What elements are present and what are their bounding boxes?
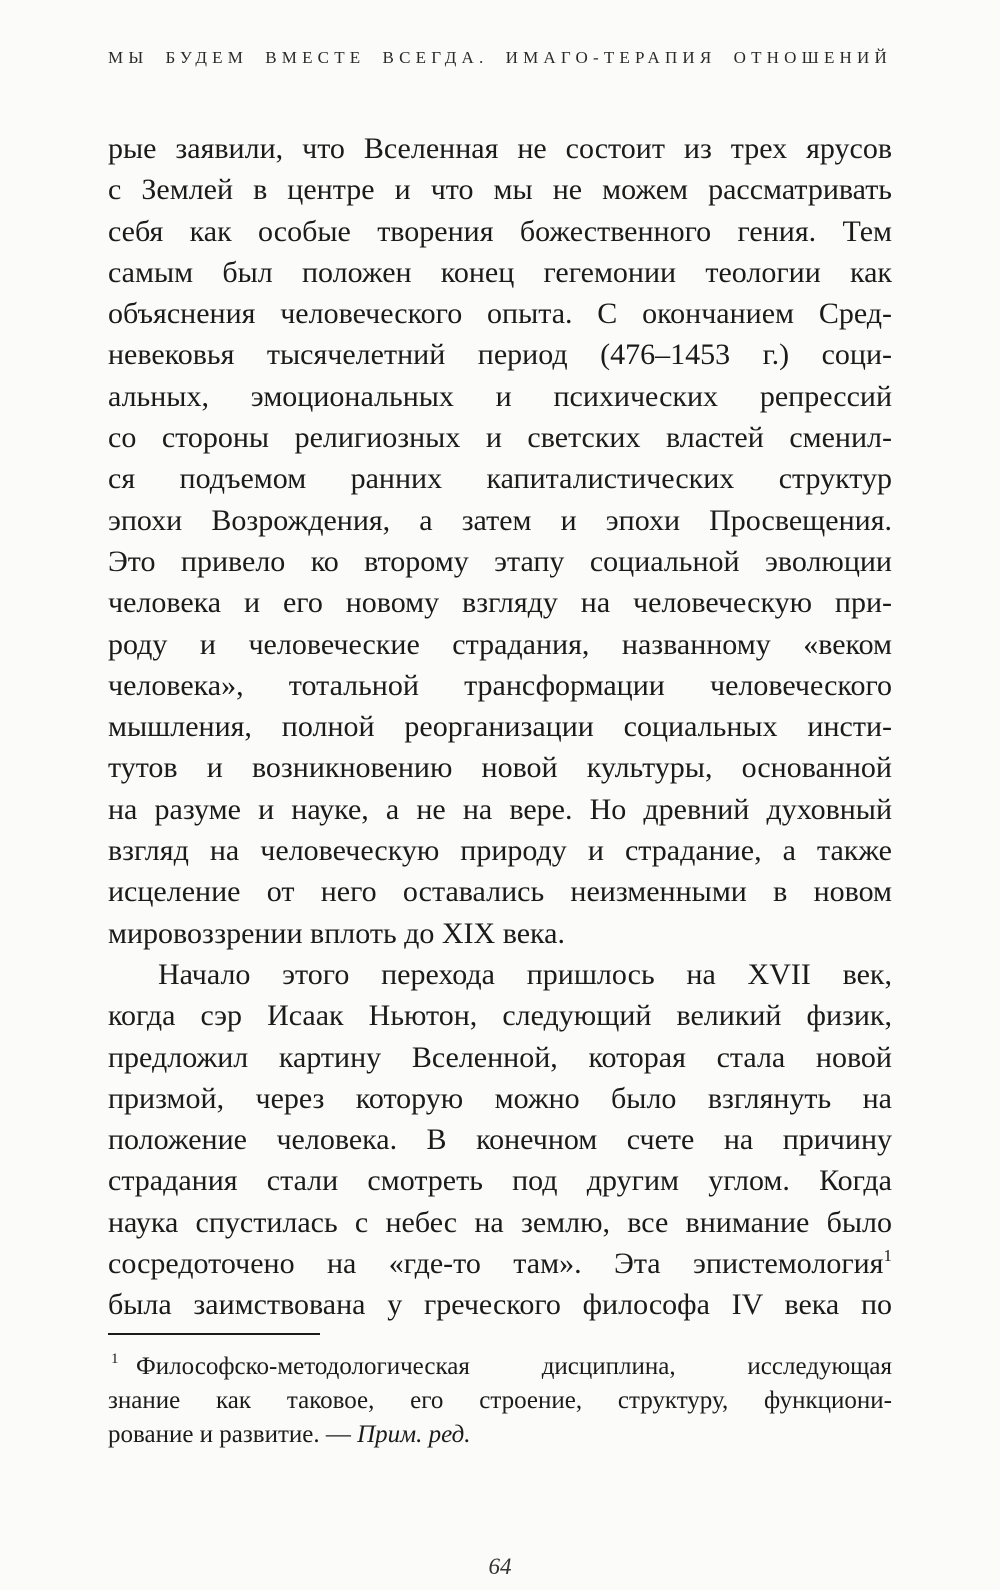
- text-line: предложил картину Вселенной, которая стала новой: [108, 1040, 892, 1074]
- text-line: со стороны религиозных и светских властей сменил-: [108, 421, 892, 455]
- editor-note: Прим. ред.: [357, 1421, 471, 1448]
- text-line: самым был положен конец гегемонии теологии как: [108, 255, 892, 289]
- text-line: на разуме и науке, а не на вере. Но древний духовный: [108, 792, 892, 826]
- footnote-line-text: рование и развитие. —: [108, 1421, 358, 1448]
- text-line: положение человека. В конечном счете на причину: [108, 1123, 892, 1157]
- footnote-marker: 1: [111, 1351, 119, 1367]
- text-line: с Землей в центре и что мы не можем рассматривать: [108, 173, 892, 207]
- text-line: была заимствована у греческого философа IV века по: [108, 1288, 892, 1322]
- footnote-line-text: Философско-методологическая дисциплина, исследующая: [136, 1353, 892, 1380]
- paragraph: [108, 954, 892, 1326]
- text-line: наука спустилась с небес на землю, все внимание было: [108, 1205, 892, 1239]
- text-line: когда сэр Исаак Ньютон, следующий великий физик,: [108, 999, 892, 1033]
- footnote-reference[interactable]: 1: [883, 1246, 892, 1266]
- footnote-divider: [108, 1333, 320, 1335]
- text-line: человека и его новому взгляду на человеческую при-: [108, 586, 892, 620]
- footnote-line: [108, 1350, 892, 1384]
- text-line: страдания стали смотреть под другим углом. Когда: [108, 1164, 892, 1198]
- text-line: объяснения человеческого опыта. С окончанием Сред-: [108, 297, 892, 331]
- text-line: тутов и возникновению новой культуры, основанной: [108, 751, 892, 785]
- text-line-content: сосредоточено на «где-то там». Эта эпистемология: [108, 1247, 884, 1281]
- text-line: альных, эмоциональных и психических репрессий: [108, 379, 892, 413]
- text-line: человека», тотальной трансформации человеческого: [108, 668, 892, 702]
- text-line: исцеление от него оставались неизменными в новом: [108, 875, 892, 909]
- text-line: роду и человеческие страдания, названному «веком: [108, 627, 892, 661]
- page-number: 64: [488, 1554, 512, 1579]
- text-line: мышления, полной реорганизации социальных инсти-: [108, 710, 892, 744]
- text-line: призмой, через которую можно было взглянуть на: [108, 1081, 892, 1115]
- text-line: невековья тысячелетний период (476–1453 г.) соци-: [108, 338, 892, 372]
- text-line: [108, 1243, 892, 1284]
- text-line: эпохи Возрождения, а затем и эпохи Просвещения.: [108, 503, 892, 537]
- text-line: Начало этого перехода пришлось на XVII век,: [158, 957, 892, 991]
- text-line: рые заявили, что Вселенная не состоит из трех ярусов: [108, 132, 892, 165]
- footnote-line: [108, 1418, 892, 1452]
- text-line: взгляд на человеческую природу и страдание, а также: [108, 834, 892, 868]
- body-text: [108, 128, 892, 1326]
- text-line: мировоззрении вплоть до XIX века.: [108, 916, 565, 950]
- text-line: себя как особые творения божественного гения. Тем: [108, 214, 892, 248]
- text-line: Это привело ко второму этапу социальной эволюции: [108, 544, 892, 578]
- footnote: [108, 1350, 892, 1452]
- footnote-line: знание как таковое, его строение, структуру, функциони-: [108, 1387, 892, 1414]
- running-head: МЫ БУДЕМ ВМЕСТЕ ВСЕГДА. ИМАГО-ТЕРАПИЯ ОТНОШЕНИЙ: [108, 48, 892, 67]
- text-line: ся подъемом ранних капиталистических структур: [108, 462, 892, 496]
- paragraph: [108, 128, 892, 954]
